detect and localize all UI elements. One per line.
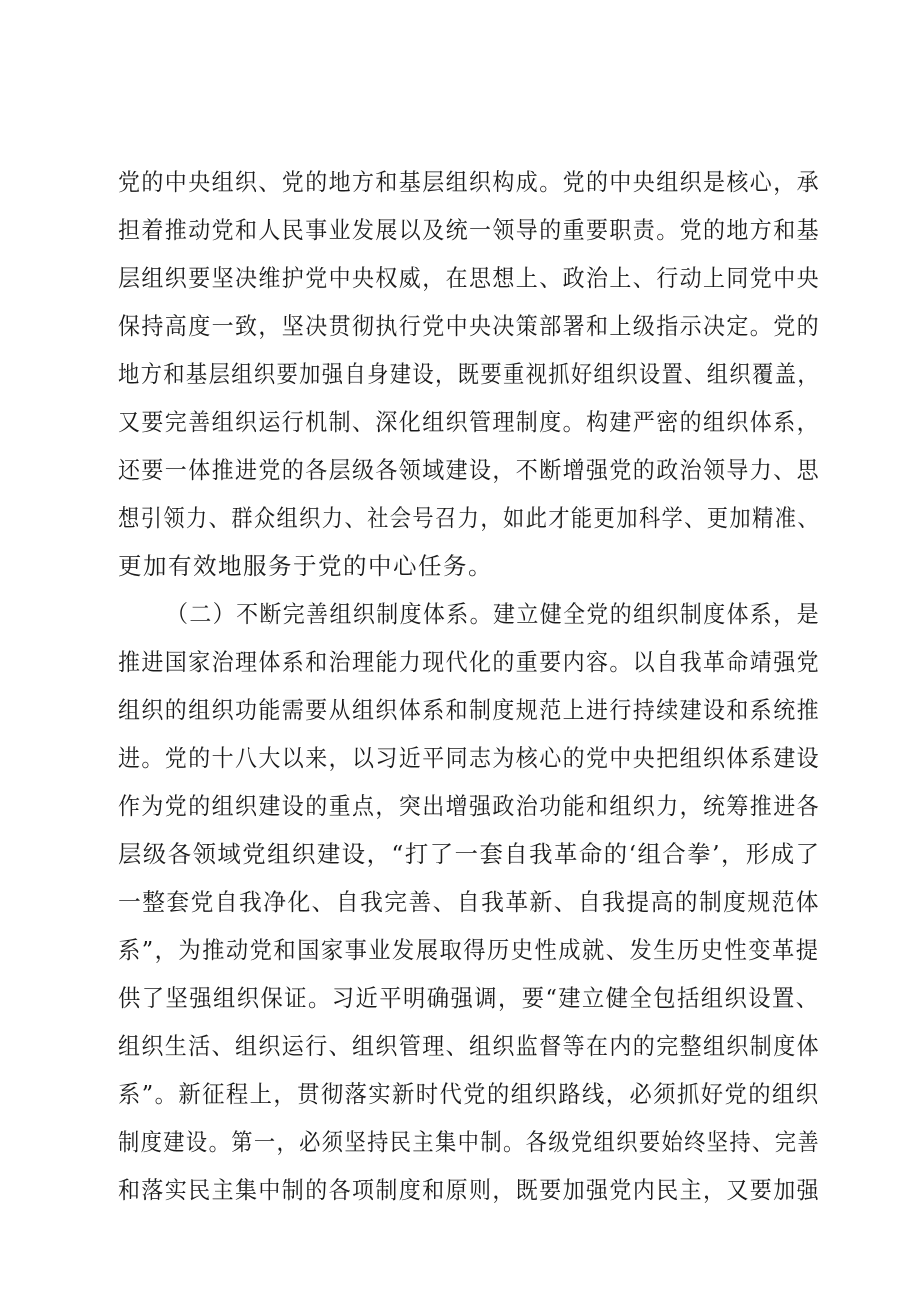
text-line: 担着推动党和人民事业发展以及统一领导的重要职责。党的地方和基: [118, 216, 820, 244]
text-line: 供了坚强组织保证。习近平明确强调，要“建立健全包括组织设置、: [118, 984, 820, 1012]
section-heading-line: （二）不断完善组织制度体系。建立健全党的组织制度体系，是: [166, 600, 821, 628]
text-line: 层组织要坚决维护党中央权威，在思想上、政治上、行动上同党中央: [118, 264, 820, 292]
text-line: 作为党的组织建设的重点，突出增强政治功能和组织力，统筹推进各: [118, 792, 820, 820]
text-line: 党的中央组织、党的地方和基层组织构成。党的中央组织是核心，承: [118, 168, 820, 196]
text-line: 又要完善组织运行机制、深化组织管理制度。构建严密的组织体系，: [118, 408, 820, 436]
text-line: 制度建设。第一，必须坚持民主集中制。各级党组织要始终坚持、完善: [118, 1128, 820, 1156]
text-line: 推进国家治理体系和治理能力现代化的重要内容。以自我革命靖强党: [118, 648, 820, 676]
text-line: 层级各领域党组织建设，“打了一套自我革命的‘组合拳’，形成了: [118, 840, 821, 868]
text-line: 组织生活、组织运行、组织管理、组织监督等在内的完整组织制度体: [118, 1032, 820, 1060]
text-line: 保持高度一致，坚决贯彻执行党中央决策部署和上级指示决定。党的: [118, 312, 820, 340]
text-line: 地方和基层组织要加强自身建设，既要重视抓好组织设置、组织覆盖，: [118, 360, 820, 388]
text-line: 更加有效地服务于党的中心任务。: [118, 552, 493, 580]
text-line: 进。党的十八大以来，以习近平同志为核心的党中央把组织体系建设: [118, 744, 820, 772]
text-line: 想引领力、群众组织力、社会号召力，如此才能更加科学、更加精准、: [118, 504, 820, 532]
text-line: 组织的组织功能需要从组织体系和制度规范上进行持续建设和系统推: [118, 696, 820, 724]
text-line: 还要一体推进党的各层级各领域建设，不断增强党的政治领导力、思: [118, 456, 820, 484]
text-line: 和落实民主集中制的各项制度和原则，既要加强党内民主，又要加强: [118, 1176, 820, 1204]
text-line: 系”。新征程上，贯彻落实新时代党的组织路线，必须抓好党的组织: [118, 1080, 820, 1108]
text-line: 一整套党自我净化、自我完善、自我革新、自我提高的制度规范体: [118, 888, 821, 916]
text-line: 系”，为推动党和国家事业发展取得历史性成就、发生历史性变革提: [118, 936, 820, 964]
